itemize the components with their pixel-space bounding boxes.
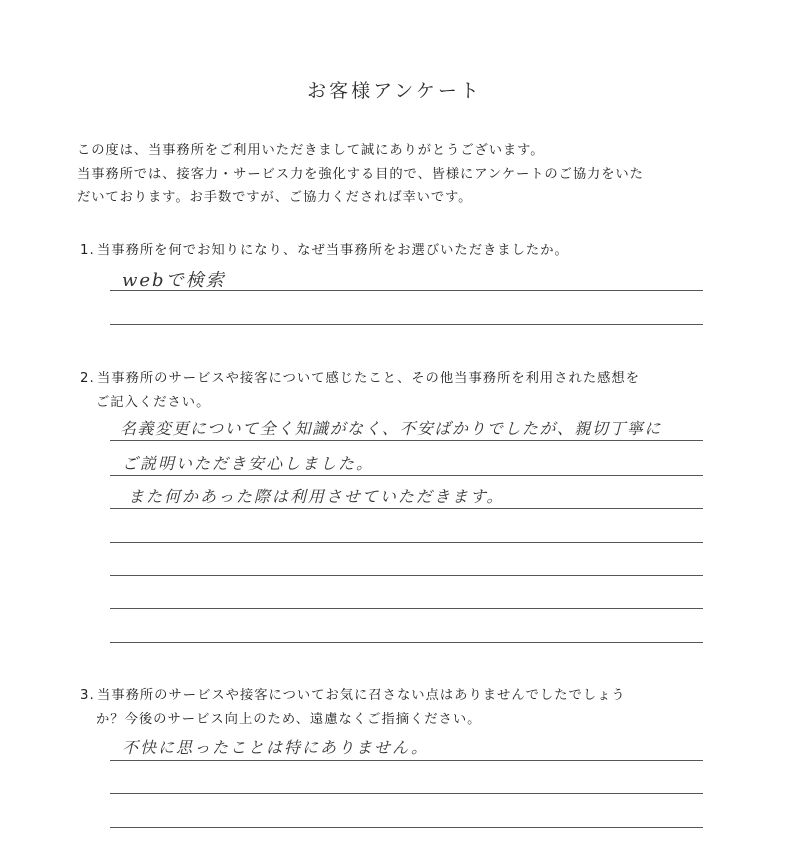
answer-rule xyxy=(110,440,703,441)
handwritten-answer: 名義変更について全く知識がなく、不安ばかりでしたが、親切丁寧に xyxy=(120,419,662,438)
intro-text xyxy=(77,139,737,210)
question-text: ご記入ください。 xyxy=(96,394,211,410)
intro-line: 当事務所では、接客力・サービス力を強化する目的で、皆様にアンケートのご協力をいた xyxy=(77,166,644,182)
handwritten-answer: また何かあった際は利用させていただきます。 xyxy=(128,487,505,506)
question-1 xyxy=(80,239,569,263)
answer-rule xyxy=(110,827,703,828)
intro-line: だいております。お手数ですが、ご協力くだされば幸いです。 xyxy=(77,190,473,205)
question-text: か？今後のサービス向上のため、遠慮なくご指摘ください。 xyxy=(96,711,482,727)
question-text: 当事務所を何でお知りになり、なぜ当事務所をお選びいただきましたか。 xyxy=(97,243,569,258)
survey-title: お客様アンケート xyxy=(307,80,482,102)
answer-rule xyxy=(110,760,703,761)
question-2 xyxy=(80,367,640,414)
question-number: 2. xyxy=(80,371,95,386)
handwritten-answer: ご説明いただき安心しました。 xyxy=(122,454,375,473)
answer-rule xyxy=(110,475,703,476)
answer-rule xyxy=(110,608,703,609)
question-3 xyxy=(80,684,626,731)
answer-rule xyxy=(110,642,703,643)
handwritten-answer: webで検索 xyxy=(122,270,226,291)
question-number: 1. xyxy=(80,243,95,258)
handwritten-answer: 不快に思ったことは特にありません。 xyxy=(122,738,429,757)
question-text: 当事務所のサービスや接客についてお気に召さない点はありませんでしたでしょう xyxy=(97,688,626,703)
answer-rule xyxy=(110,542,703,543)
answer-rule xyxy=(110,508,703,509)
intro-line: この度は、当事務所をご利用いただきまして誠にありがとうございます。 xyxy=(77,143,545,158)
question-number: 3. xyxy=(80,688,95,703)
answer-rule xyxy=(110,324,703,325)
answer-rule xyxy=(110,575,703,576)
answer-rule xyxy=(110,290,703,291)
question-text: 当事務所のサービスや接客について感じたこと、その他当事務所を利用された感想を xyxy=(97,371,641,386)
answer-rule xyxy=(110,793,703,794)
